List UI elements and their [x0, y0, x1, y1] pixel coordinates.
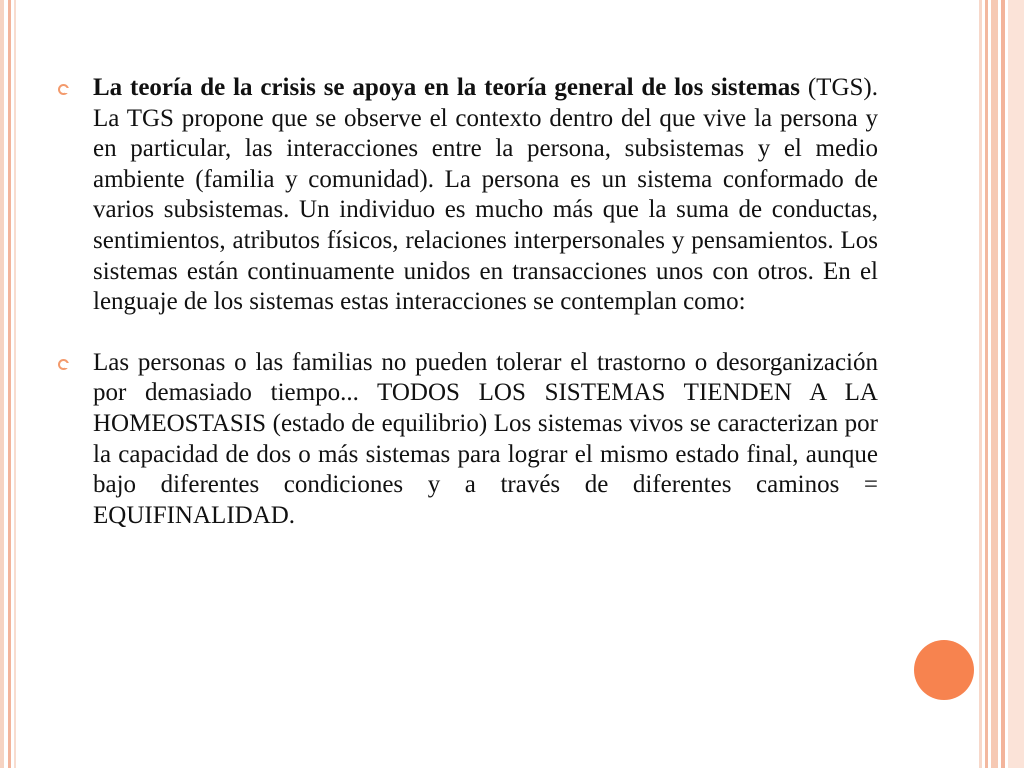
decorative-circle	[914, 640, 974, 700]
bullet-text: (TGS). La TGS propone que se observe el contexto dentro del que vive la persona y en particular, las interacciones entre la persona, subsistemas y el medio ambiente (familia y comunidad). La persona es un sistema conformado de varios subsistemas. Un individuo es mucho más que la suma de conductas, sentimientos, atributos físicos, relaciones interpersonales y pensamientos. Los sistemas están continuamente unidos en transacciones unos con otros. En el lenguaje de los sistemas estas interacciones se contemplan como:	[93, 74, 878, 316]
right-frame-line	[979, 0, 982, 768]
bullet-item	[58, 73, 878, 318]
right-frame-line	[991, 0, 998, 768]
bullet-item	[58, 348, 878, 532]
left-frame-line	[14, 0, 16, 768]
left-frame-line	[8, 0, 11, 768]
left-frame-line	[0, 0, 4, 768]
bullet-bold-lead: La teoría de la crisis se apoya en la teoría general de los sistemas	[93, 74, 801, 101]
bullet-text: Las personas o las familias no pueden tolerar el trastorno o desorganización por demasiado tiempo... TODOS LOS SISTEMAS TIENDEN A LA HOMEOSTASIS (estado de equilibrio) Los sistemas vivos se caracterizan por la capacidad de dos o más sistemas para lograr el mismo estado final, aunque bajo diferentes condiciones y a través de diferentes caminos = EQUIFINALIDAD.	[93, 348, 878, 529]
slide-content	[58, 73, 878, 531]
right-frame-line	[985, 0, 988, 768]
bullet-icon	[58, 84, 69, 95]
right-frame-line	[1008, 0, 1024, 768]
bullet-icon	[58, 359, 69, 370]
right-frame-line	[1001, 0, 1005, 768]
